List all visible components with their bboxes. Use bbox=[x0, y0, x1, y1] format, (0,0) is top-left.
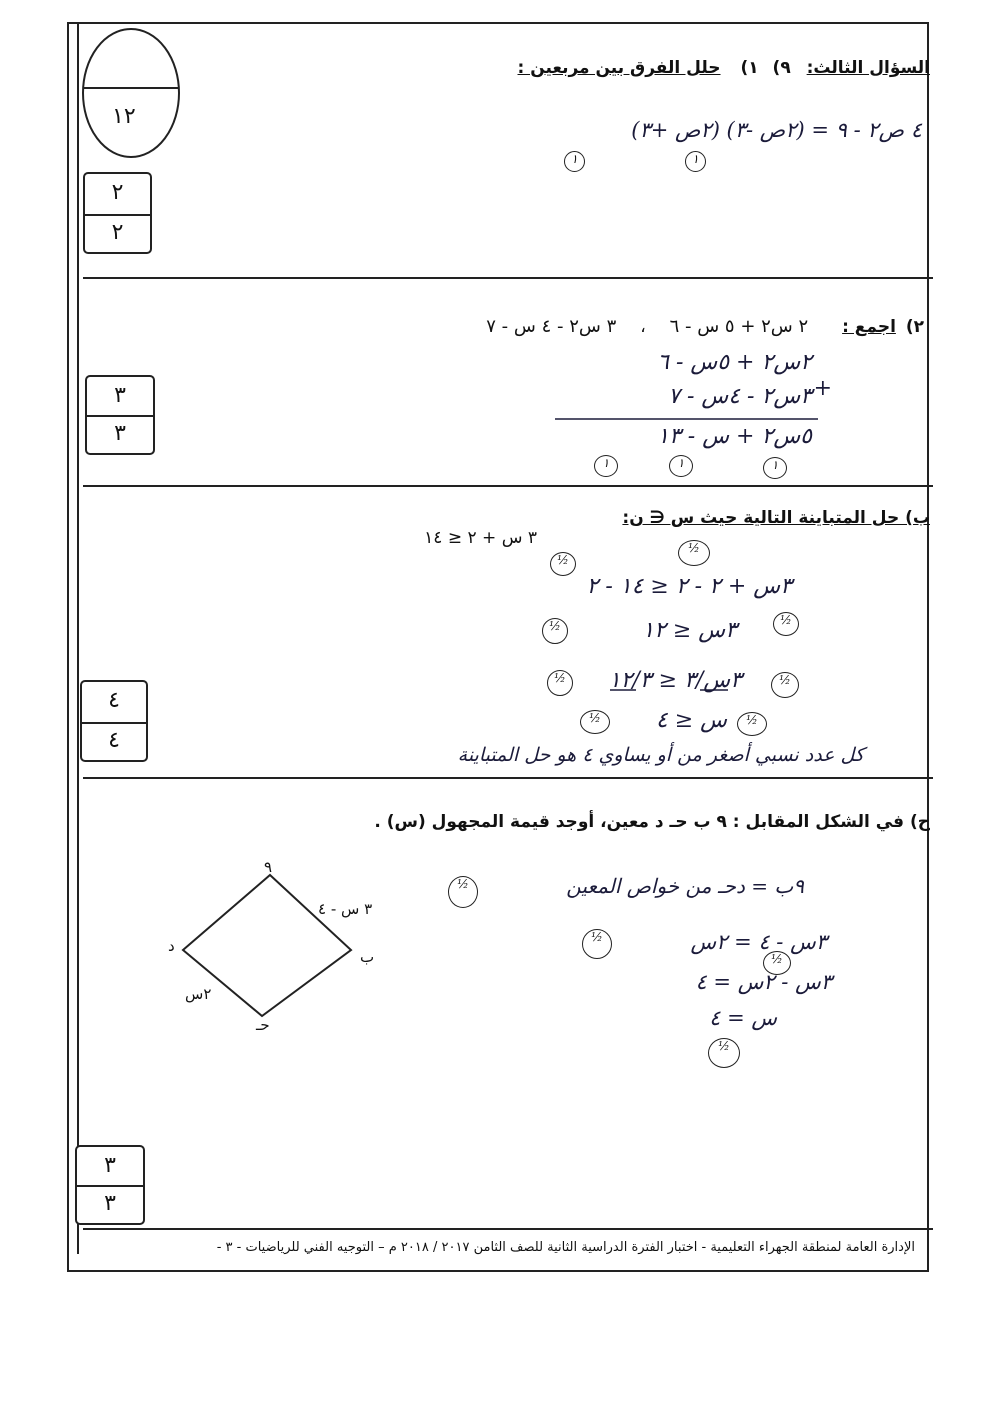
mark-circle: ١ bbox=[669, 455, 693, 477]
half-mark-circle: ½ bbox=[582, 929, 612, 959]
handwritten-step: ٩ب = دحـ من خواص المعين bbox=[566, 874, 804, 898]
grade-oval bbox=[83, 29, 179, 157]
handwritten-step: ٣س ≤ ١٢ bbox=[642, 618, 737, 643]
page-footer: الإدارة العامة لمنطقة الجهراء التعليمية - اختبار الفترة الدراسية الثانية للصف الثامن ٢٠١٧ / ٢٠١٨ م – التوجيه الفني للرياضيات - ٣ - bbox=[216, 1240, 915, 1255]
expression-1: ٢ س٢ + ٥ س - ٦ bbox=[669, 316, 809, 337]
handwritten-step: ٣س/٣ ≤ ١٢/٣ bbox=[608, 668, 742, 693]
score-divider bbox=[85, 214, 150, 216]
handwritten-result: ٥س٢ + س - ١٣ bbox=[657, 424, 812, 449]
grade-oval-score: ١٢ bbox=[112, 104, 136, 129]
half-mark-circle: ½ bbox=[580, 710, 610, 734]
part-number: ٢) bbox=[905, 317, 924, 337]
handwritten-row: ٢س٢ + ٥س - ٦ bbox=[657, 350, 812, 375]
handwritten-conclusion: كل عدد نسبي أصغر من أو يساوي ٤ هو حل المتباينة bbox=[457, 744, 864, 766]
mark-circle: ١ bbox=[763, 457, 787, 479]
side-label-ab: ٣ س - ٤ bbox=[318, 900, 373, 918]
score-box bbox=[83, 172, 152, 254]
mark-circle: ١ bbox=[564, 151, 585, 172]
question-title: السؤال الثالث: bbox=[806, 58, 930, 78]
vertex-label-b: ب bbox=[360, 948, 375, 966]
score-total: ٣ bbox=[114, 421, 126, 446]
half-mark-circle: ½ bbox=[550, 552, 576, 576]
score-earned: ٣ bbox=[104, 1153, 116, 1178]
rhombus-question: ح) في الشكل المقابل : ٩ ب حـ د معين، أوجد قيمة المجهول (س) . bbox=[374, 812, 930, 832]
score-earned: ٢ bbox=[111, 180, 124, 205]
score-divider bbox=[82, 722, 146, 724]
part-number: ١) bbox=[740, 58, 759, 78]
mark-circle: ١ bbox=[594, 455, 618, 477]
add-question bbox=[486, 316, 924, 337]
handwritten-step: ٣س - ٤ = ٢س bbox=[690, 930, 827, 954]
score-total: ٤ bbox=[108, 728, 120, 753]
handwritten-step: ٣س + ٢ - ٢ ≤ ١٤ - ٢ bbox=[586, 574, 792, 599]
half-mark-circle: ½ bbox=[737, 712, 767, 736]
handwritten-row: ٣س٢ - ٤س - ٧ bbox=[668, 384, 812, 409]
mark-circle: ١ bbox=[685, 151, 706, 172]
half-mark-circle: ½ bbox=[547, 670, 573, 696]
vertex-label-a: ٩ bbox=[264, 858, 273, 876]
score-box bbox=[80, 680, 148, 762]
vertex-label-c: حـ bbox=[256, 1016, 270, 1034]
handwritten-step: ٣س - ٢س = ٤ bbox=[695, 970, 832, 994]
expression-2: ٣ س٢ - ٤ س - ٧ bbox=[486, 316, 617, 337]
question-instruction: حلل الفرق بين مربعين : bbox=[517, 58, 721, 78]
expression-separator: ، bbox=[640, 317, 646, 337]
half-mark-circle: ½ bbox=[448, 876, 478, 908]
inequality-expression: ٣ س + ٢ ≤ ١٤ bbox=[424, 528, 537, 548]
half-mark-circle: ½ bbox=[678, 540, 710, 566]
score-earned: ٣ bbox=[114, 383, 126, 408]
score-box bbox=[75, 1145, 145, 1225]
half-mark-circle: ½ bbox=[763, 951, 791, 975]
score-box bbox=[85, 375, 155, 455]
score-total: ٣ bbox=[104, 1191, 116, 1216]
score-divider bbox=[87, 415, 153, 417]
handwritten-step: س = ٤ bbox=[709, 1006, 777, 1030]
handwritten-step: س ≤ ٤ bbox=[655, 708, 727, 733]
inequality-question: ب) حل المتباينة التالية حيث س ∈ ن: bbox=[622, 508, 930, 528]
add-label: اجمع : bbox=[842, 317, 896, 337]
vertex-label-d: د bbox=[168, 937, 175, 955]
plus-sign: + bbox=[813, 376, 832, 401]
half-mark-circle: ½ bbox=[708, 1038, 740, 1068]
score-earned: ٤ bbox=[108, 688, 120, 713]
half-mark-circle: ½ bbox=[773, 612, 799, 636]
half-mark-circle: ½ bbox=[771, 672, 799, 698]
score-divider bbox=[77, 1185, 143, 1187]
side-label-dc: ٢س bbox=[185, 985, 212, 1003]
question-header bbox=[518, 58, 930, 78]
score-total: ٢ bbox=[111, 220, 124, 245]
half-mark-circle: ½ bbox=[542, 618, 568, 644]
part-letter: ٩) bbox=[772, 58, 791, 78]
handwritten-answer: ٤ ص٢ - ٩ = (٢ص -٣) (٢ص +٣) bbox=[631, 118, 922, 142]
